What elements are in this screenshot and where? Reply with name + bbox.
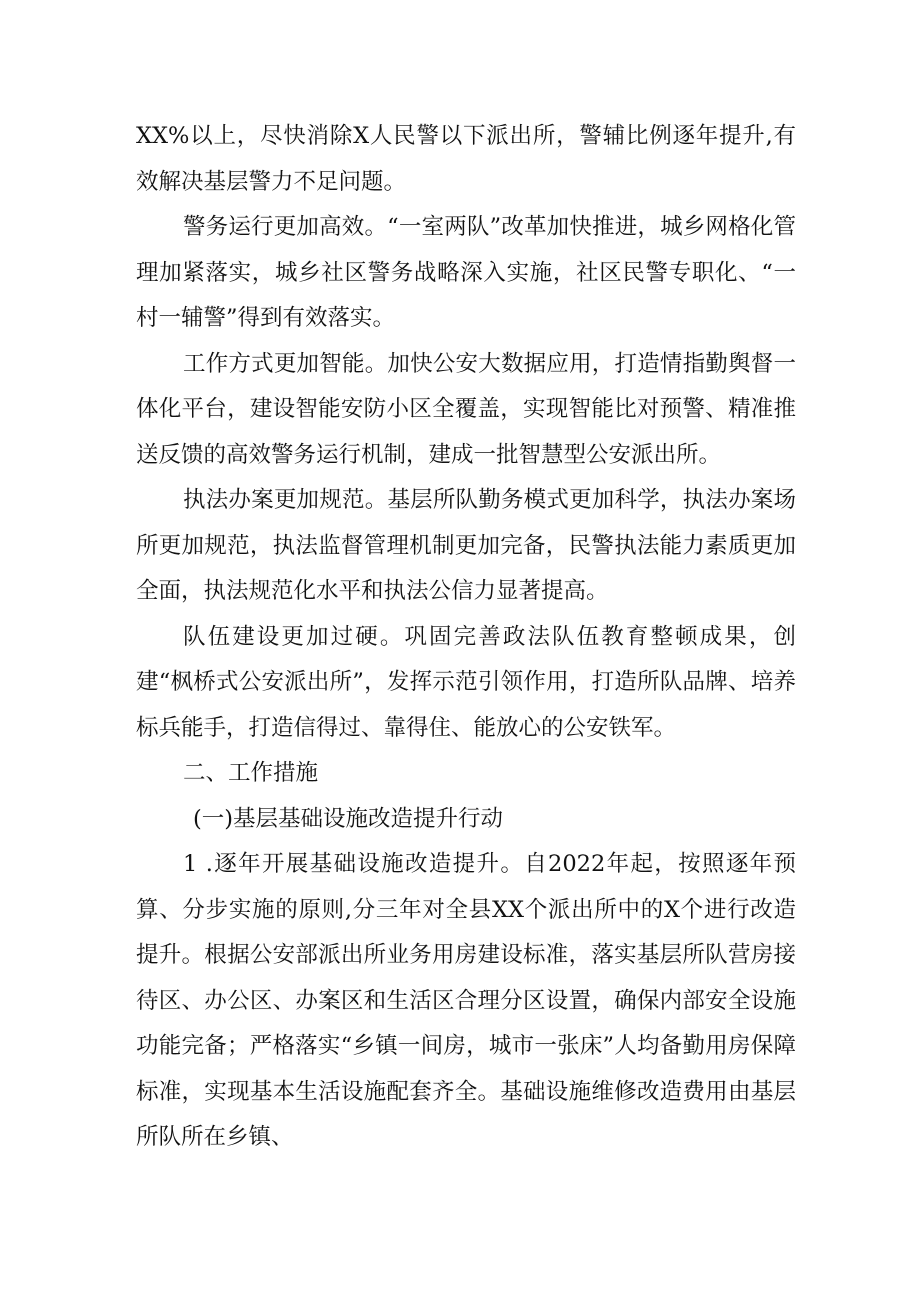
paragraph-team-building: 队伍建设更加过硬。巩固完善政法队伍教育整顿成果，创建“枫桥式公安派出所”，发挥示范引领作用，打造所队品牌、培养标兵能手，打造信得过、靠得住、能放心的公安铁军。	[136, 623, 796, 741]
numbered-item: 1 .逐年开展基础设施改造提升。自2022年起，按照逐年预算、分步实施的原则,分三年对全县XX个派出所中的X个进行改造提升。根据公安部派出所业务用房建设标准，落实基层所队营房接待区、办公区、办案区和生活区合理分区设置，确保内部安全设施功能完备；严格落实“乡镇一间房，城市一张床”人均备勤用房保障标准，实现基本生活设施配套齐全。基础设施维修改造费用由基层所队所在乡镇、	[136, 851, 796, 1150]
paragraph-continued: XX%以上，尽快消除X人民警以下派出所，警辅比例逐年提升,有效解决基层警力不足问题。	[136, 123, 796, 195]
paragraph-law-enforcement: 执法办案更加规范。基层所队勤务模式更加科学，执法办案场所更加规范，执法监督管理机制更加完备，民警执法能力素质更加全面，执法规范化水平和执法公信力显著提高。	[136, 487, 796, 604]
subsection-heading: (一)基层基础设施改造提升行动	[193, 805, 504, 832]
document-body	[136, 114, 796, 1161]
section-heading: 二、工作措施	[183, 760, 319, 786]
paragraph-smart-work: 工作方式更加智能。加快公安大数据应用，打造情指勤舆督一体化平台，建设智能安防小区全覆盖，实现智能比对预警、精准推送反馈的高效警务运行机制，建成一批智慧型公安派出所。	[136, 350, 796, 468]
paragraph-police-operations: 警务运行更加高效。“一室两队”改革加快推进，城乡网格化管理加紧落实，城乡社区警务战略深入实施，社区民警专职化、“一村一辅警”得到有效落实。	[136, 214, 796, 331]
